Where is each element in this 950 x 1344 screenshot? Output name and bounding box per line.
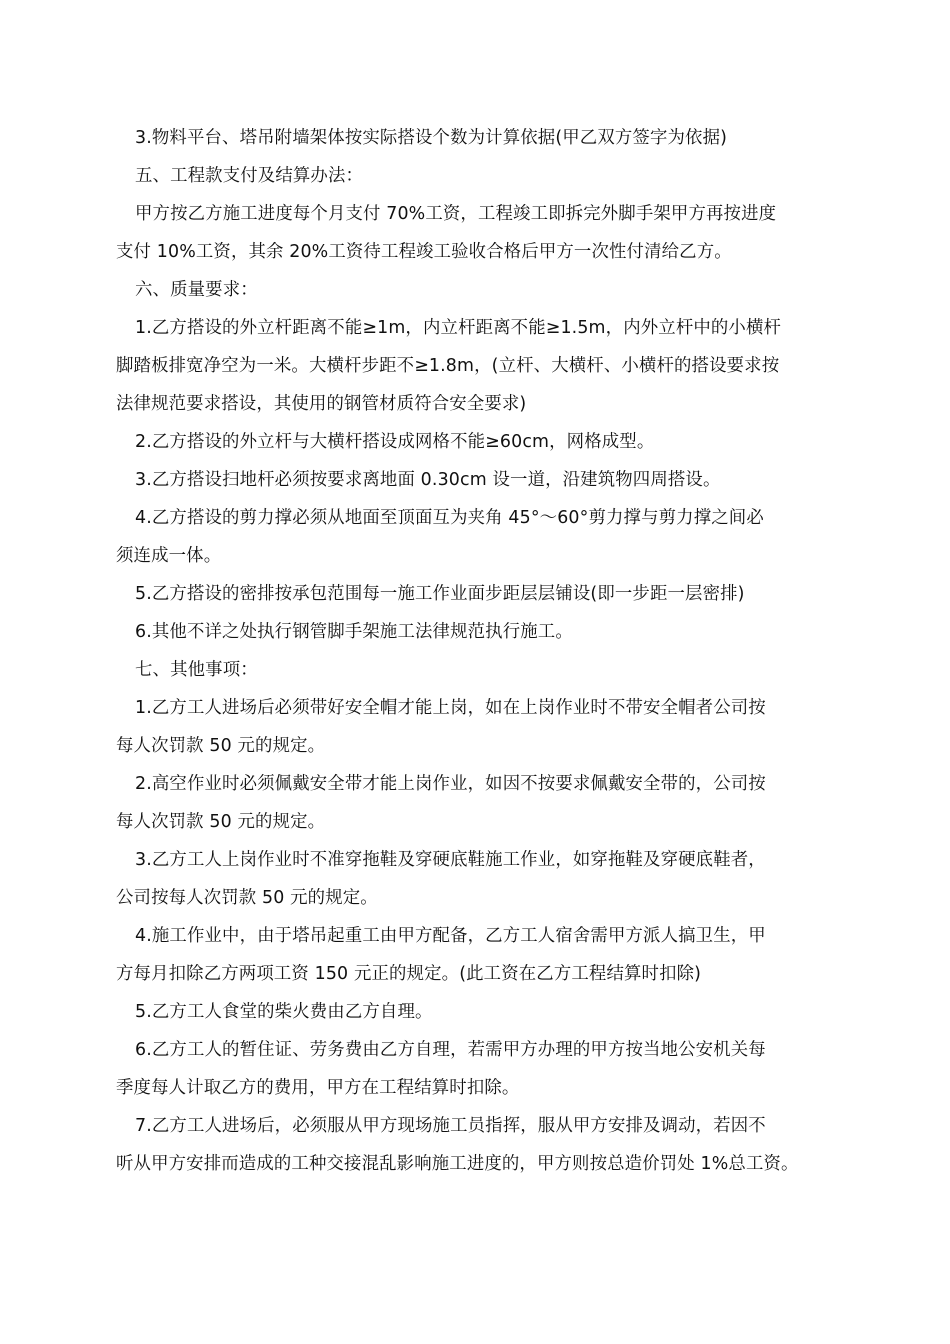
text-line: 每人次罚款 50 元的规定。: [116, 736, 326, 756]
text-line: 法律规范要求搭设，其使用的钢管材质符合安全要求): [116, 394, 527, 414]
text-line: 6.其他不详之处执行钢管脚手架施工法律规范执行施工。: [135, 622, 573, 642]
text-line: 须连成一体。: [116, 546, 222, 566]
text-line: 甲方按乙方施工进度每个月支付 70%工资，工程竣工即拆完外脚手架甲方再按进度: [135, 204, 777, 224]
section-heading: 七、其他事项：: [135, 660, 258, 680]
text-line: 季度每人计取乙方的费用，甲方在工程结算时扣除。: [116, 1078, 520, 1098]
text-line: 方每月扣除乙方两项工资 150 元正的规定。(此工资在乙方工程结算时扣除): [116, 964, 702, 984]
text-line: 3.乙方搭设扫地杆必须按要求离地面 0.30cm 设一道，沿建筑物四周搭设。: [135, 470, 721, 490]
text-line: 听从甲方安排而造成的工种交接混乱影响施工进度的，甲方则按总造价罚处 1%总工资。: [116, 1154, 799, 1174]
text-line: 2.高空作业时必须佩戴安全带才能上岗作业，如因不按要求佩戴安全带的，公司按: [135, 774, 766, 794]
text-line: 4.乙方搭设的剪力撑必须从地面至顶面互为夹角 45°～60°剪力撑与剪力撑之间必: [135, 508, 764, 528]
text-line: 2.乙方搭设的外立杆与大横杆搭设成网格不能≥60cm，网格成型。: [135, 432, 655, 452]
text-line: 每人次罚款 50 元的规定。: [116, 812, 326, 832]
text-line: 6.乙方工人的暂住证、劳务费由乙方自理，若需甲方办理的甲方按当地公安机关每: [135, 1040, 766, 1060]
text-line: 支付 10%工资，其余 20%工资待工程竣工验收合格后甲方一次性付清给乙方。: [116, 242, 732, 262]
section-heading: 六、质量要求：: [135, 280, 258, 300]
text-line: 4.施工作业中，由于塔吊起重工由甲方配备，乙方工人宿舍需甲方派人搞卫生，甲: [135, 926, 766, 946]
text-line: 1.乙方工人进场后必须带好安全帽才能上岗，如在上岗作业时不带安全帽者公司按: [135, 698, 766, 718]
text-line: 脚踏板排宽净空为一米。大横杆步距不≥1.8m，(立杆、大横杆、小横杆的搭设要求按: [116, 356, 780, 376]
text-line: 3.乙方工人上岗作业时不准穿拖鞋及穿硬底鞋施工作业，如穿拖鞋及穿硬底鞋者，: [135, 850, 766, 870]
text-line: 5.乙方工人食堂的柴火费由乙方自理。: [135, 1002, 433, 1022]
text-line: 3.物料平台、塔吊附墙架体按实际搭设个数为计算依据(甲乙双方签字为依据): [135, 128, 728, 148]
section-heading: 五、工程款支付及结算办法：: [135, 166, 364, 186]
text-line: 1.乙方搭设的外立杆距离不能≥1m，内立杆距离不能≥1.5m，内外立杆中的小横杆: [135, 318, 782, 338]
text-line: 公司按每人次罚款 50 元的规定。: [116, 888, 378, 908]
text-line: 5.乙方搭设的密排按承包范围每一施工作业面步距层层铺设(即一步距一层密排): [135, 584, 745, 604]
text-line: 7.乙方工人进场后，必须服从甲方现场施工员指挥，服从甲方安排及调动，若因不: [135, 1116, 766, 1136]
